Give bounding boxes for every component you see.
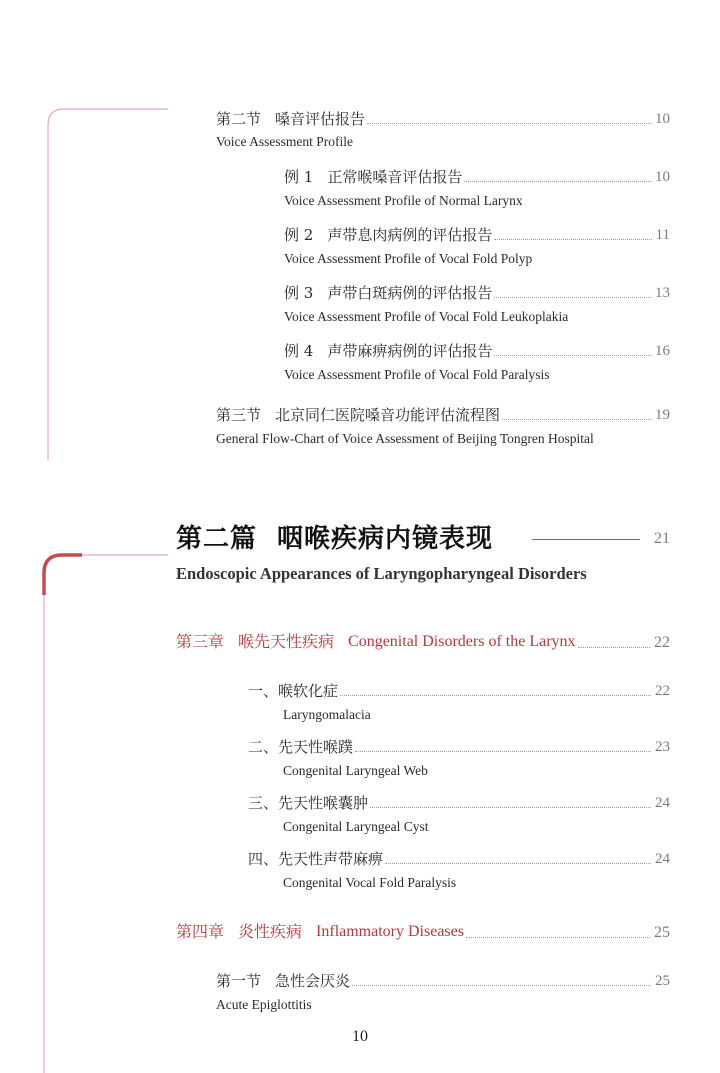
example-label: 例 3 (284, 284, 314, 302)
chapter-label: 第三章 (176, 632, 225, 651)
page-ref: 25 (654, 924, 670, 941)
page-ref: 10 (655, 169, 670, 185)
dot-leader (352, 985, 651, 986)
page-ref: 19 (655, 407, 670, 423)
toc-section-3[interactable] (216, 406, 670, 447)
example-label: 例 1 (284, 168, 314, 186)
dot-leader (340, 695, 651, 696)
toc-item-4[interactable] (248, 850, 670, 891)
dot-leader (355, 751, 651, 752)
page-ref: 25 (655, 973, 670, 989)
page-ref: 22 (654, 634, 670, 651)
part-label: 第二篇 (176, 524, 258, 554)
toc-example-1[interactable] (284, 168, 670, 209)
toc-section-4-1[interactable] (216, 972, 670, 1013)
part-rule (532, 539, 640, 540)
item-title: 一、喉软化症 (248, 682, 339, 700)
chapter-title-en: Inflammatory Diseases (316, 923, 464, 940)
toc-example-3[interactable] (284, 284, 670, 325)
page-ref: 22 (655, 683, 670, 699)
dot-leader (466, 937, 650, 938)
section-title-en: Voice Assessment Profile (216, 134, 353, 149)
example-title: 声带白斑病例的评估报告 (327, 284, 493, 302)
page-number: 10 (352, 1028, 368, 1045)
chapter-title: 喉先天性疾病 (238, 632, 335, 651)
chapter-title-en: Congenital Disorders of the Larynx (348, 633, 576, 650)
dot-leader (370, 807, 651, 808)
toc-example-4[interactable] (284, 342, 670, 383)
example-title-en: Voice Assessment Profile of Vocal Fold Polyp (284, 251, 533, 266)
example-label: 例 2 (284, 226, 314, 244)
section-title: 急性会厌炎 (275, 972, 351, 990)
example-title-en: Voice Assessment Profile of Vocal Fold Leukoplakia (284, 309, 569, 324)
toc-part-2[interactable] (176, 524, 670, 584)
section-title: 北京同仁医院嗓音功能评估流程图 (275, 406, 501, 424)
section-label: 第一节 (216, 972, 262, 990)
page-ref: 11 (655, 227, 670, 243)
toc-section-2[interactable] (216, 110, 670, 150)
section-title-en: General Flow-Chart of Voice Assessment of Beijing Tongren Hospital (216, 431, 594, 446)
item-title-en: Congenital Laryngeal Web (283, 763, 428, 778)
toc-example-2[interactable] (284, 226, 670, 267)
item-title-en: Laryngomalacia (283, 707, 371, 722)
dot-leader (494, 355, 651, 356)
example-title: 声带麻痹病例的评估报告 (327, 342, 493, 360)
item-title-en: Congenital Vocal Fold Paralysis (283, 875, 457, 890)
dot-leader (494, 239, 651, 240)
section-title-en: Acute Epiglottitis (216, 997, 312, 1012)
chapter-label: 第四章 (176, 922, 225, 941)
dot-leader (367, 123, 651, 124)
page-ref: 16 (655, 343, 670, 359)
example-title-en: Voice Assessment Profile of Normal Larynx (284, 193, 523, 208)
dot-leader (578, 647, 650, 648)
toc-item-2[interactable] (248, 738, 670, 779)
item-title: 二、先天性喉蹼 (248, 738, 354, 756)
page-ref: 24 (655, 795, 670, 811)
section-label: 第三节 (216, 406, 262, 424)
example-title: 正常喉嗓音评估报告 (327, 168, 463, 186)
part-title: 咽喉疾病内镜表现 (277, 524, 494, 554)
item-title: 三、先天性喉囊肿 (248, 794, 369, 812)
item-title: 四、先天性声带麻痹 (248, 850, 384, 868)
item-title-en: Congenital Laryngeal Cyst (283, 819, 429, 834)
toc-chapter-3[interactable] (176, 632, 670, 652)
section-title: 嗓音评估报告 (275, 110, 366, 128)
page-ref: 24 (655, 851, 670, 867)
dot-leader (494, 297, 651, 298)
page-ref: 21 (654, 530, 670, 547)
chapter-title: 炎性疾病 (238, 922, 303, 941)
dot-leader (385, 863, 651, 864)
dot-leader (464, 181, 651, 182)
toc-item-3[interactable] (248, 794, 670, 835)
toc-item-1[interactable] (248, 682, 670, 723)
example-label: 例 4 (284, 342, 314, 360)
page-ref: 23 (655, 739, 670, 755)
page-ref: 13 (655, 285, 670, 301)
example-title-en: Voice Assessment Profile of Vocal Fold Paralysis (284, 367, 550, 382)
toc-chapter-4[interactable] (176, 922, 670, 942)
section-label: 第二节 (216, 110, 262, 128)
page-ref: 10 (655, 111, 670, 127)
example-title: 声带息肉病例的评估报告 (327, 226, 493, 244)
dot-leader (502, 419, 651, 420)
part-title-en: Endoscopic Appearances of Laryngopharyngeal Disorders (176, 564, 587, 583)
